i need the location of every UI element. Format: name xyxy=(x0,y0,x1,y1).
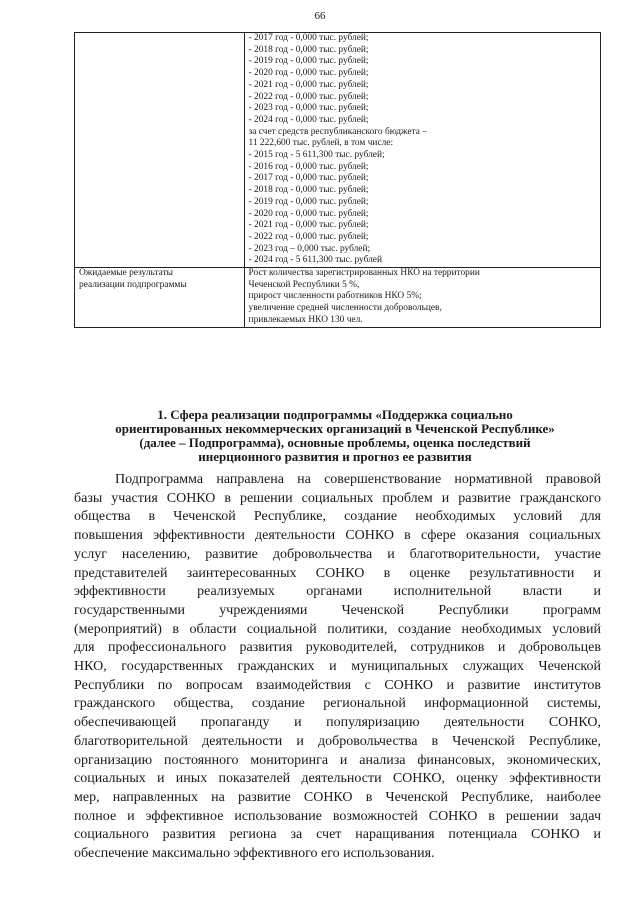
table-cell-line: - 2022 год - 0,000 тыс. рублей; xyxy=(248,231,369,242)
table-cell-line: - 2015 год - 5 611,300 тыс. рублей; xyxy=(248,150,385,161)
body-text-line: полное и эффективное использование возможностей СОНКО в решении задач xyxy=(74,808,601,824)
table-cell-line: прирост численности работников НКО 5%; xyxy=(248,291,422,302)
table-cell-line: - 2022 год - 0,000 тыс. рублей; xyxy=(248,91,369,102)
table-cell-label xyxy=(75,33,245,268)
table-cell-line: Ожидаемые результаты xyxy=(79,268,173,279)
body-text-line: общества в Чеченской Республике, создание необходимых условий для xyxy=(74,509,601,525)
section-heading-line: 1. Сфера реализации подпрограммы «Поддержка социально xyxy=(157,407,513,422)
table-cell-line: привлекаемых НКО 130 чел. xyxy=(248,314,363,325)
page-number: 66 xyxy=(314,10,326,22)
table-cell-line: - 2021 год - 0,000 тыс. рублей; xyxy=(248,79,369,90)
body-text-line: Подпрограмма направлена на совершенствование нормативной правовой xyxy=(115,472,601,487)
table-cell-line: - 2023 год – 0,000 тыс. рублей; xyxy=(248,243,371,254)
body-text-line: базы участия СОНКО в решении социальных проблем и развитие гражданского xyxy=(74,490,601,506)
body-text-line: социального развития региона за счет наращивания потенциала СОНКО и xyxy=(74,827,601,843)
table-cell-line: увеличение средней численности добровольцев, xyxy=(248,303,442,314)
body-text-line: социальных и иных показателей деятельности СОНКО, оценку эффективности xyxy=(74,771,601,787)
table-cell-line: - 2023 год - 0,000 тыс. рублей; xyxy=(248,103,369,114)
body-text-line: (мероприятий) в области социальной политики, создание необходимых условий xyxy=(74,621,601,637)
table-cell-line: Чеченской Республики 5 %, xyxy=(248,279,360,290)
body-text-line: обеспечивающей пропаганду и популяризацию деятельности СОНКО, xyxy=(74,715,601,731)
section-heading xyxy=(70,408,600,464)
body-text-line: для профессионального развития руководителей, сотрудников и добровольцев xyxy=(74,640,601,656)
table-cell-line: реализации подпрограммы xyxy=(79,279,187,290)
body-text-line: услуг населению, развитие добровольчества и благотворительности, участие xyxy=(74,546,601,562)
expected-results-values-cell xyxy=(244,268,600,328)
body-text-line: благотворительной деятельности и добровольчества в Чеченской Республике, xyxy=(74,733,601,749)
table-cell-line: - 2018 год - 0,000 тыс. рублей; xyxy=(248,185,369,196)
table-cell-line: - 2019 год - 0,000 тыс. рублей; xyxy=(248,56,369,67)
body-text-line: государственными учреждениями Чеченской Республики программ xyxy=(74,602,601,618)
section-heading-line: инерционного развития и прогноз ее развития xyxy=(198,449,472,464)
table-cell-line: 11 222,600 тыс. рублей, в том числе: xyxy=(248,138,394,149)
table-row xyxy=(75,268,601,328)
body-text-line: эффективности реализуемых органами исполнительной власти и xyxy=(74,584,601,600)
body-paragraph xyxy=(74,471,601,864)
table-cell-line: за счет средств республиканского бюджета – xyxy=(248,126,427,137)
body-text-line: НКО, государственных гражданских и муниципальных служащих Чеченской xyxy=(74,659,601,675)
table-cell-line: - 2020 год - 0,000 тыс. рублей; xyxy=(248,68,369,79)
table-cell-line: Рост количества зарегистрированных НКО на территории xyxy=(248,268,480,279)
expected-results-label-cell xyxy=(75,268,245,328)
body-text-line: организацию постоянного мониторинга и анализа финансовых, экономических, xyxy=(74,752,601,768)
table-cell-line: - 2019 год - 0,000 тыс. рублей; xyxy=(248,196,369,207)
table-cell-line: - 2021 год - 0,000 тыс. рублей; xyxy=(248,220,369,231)
body-text-line: повышения эффективности деятельности СОНКО в сфере оказания социальных xyxy=(74,528,601,544)
body-text-line: представителей заинтересованных СОНКО в оценке результативности и xyxy=(74,565,601,581)
table-cell-line: - 2024 год - 0,000 тыс. рублей; xyxy=(248,114,369,125)
table-row xyxy=(75,33,601,268)
body-text-line: обеспечение максимально эффективного его использования. xyxy=(74,846,435,862)
passport-table xyxy=(74,32,601,328)
body-text-line: гражданского общества, создание региональной информационной системы, xyxy=(74,696,601,712)
table-cell-line: - 2017 год - 0,000 тыс. рублей; xyxy=(248,173,369,184)
section-heading-line: (далее – Подпрограмма), основные проблемы, оценка последствий xyxy=(139,435,531,450)
table-cell-line: - 2024 год - 5 611,300 тыс. рублей xyxy=(248,255,382,266)
table-cell-line: - 2016 год - 0,000 тыс. рублей; xyxy=(248,161,369,172)
table-cell-line: - 2017 год - 0,000 тыс. рублей; xyxy=(248,33,369,43)
financing-values-cell xyxy=(244,33,600,268)
body-text-line: мер, направленных на развитие СОНКО в Чеченской Республике, наиболее xyxy=(74,789,601,805)
section-heading-line: ориентированных некоммерческих организаций в Чеченской Республике» xyxy=(115,421,555,436)
table-cell-line: - 2018 год - 0,000 тыс. рублей; xyxy=(248,44,369,55)
body-text-line: Республики по вопросам взаимодействия с СОНКО и развитие институтов xyxy=(74,677,601,693)
table-cell-line: - 2020 год - 0,000 тыс. рублей; xyxy=(248,208,369,219)
